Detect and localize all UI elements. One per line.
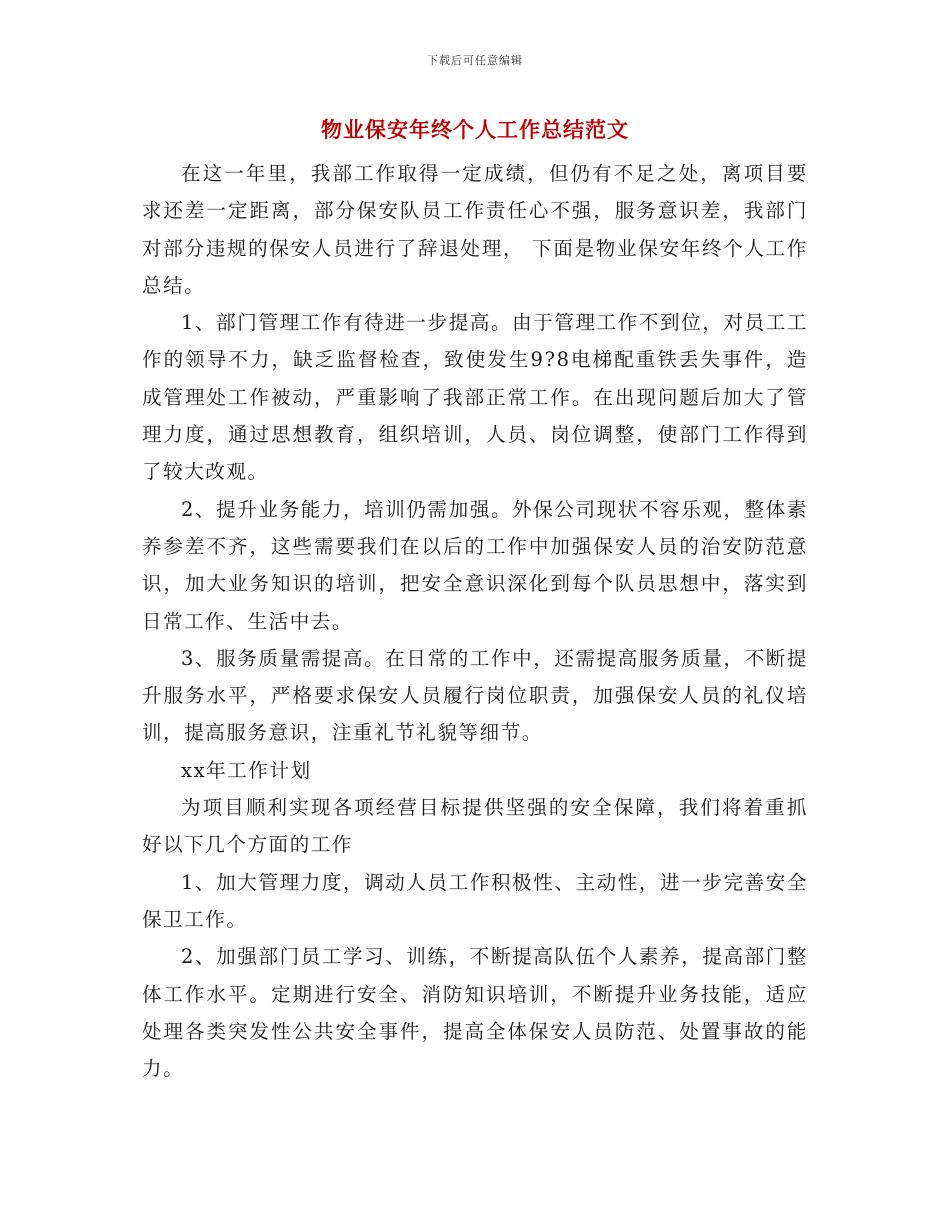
- point-2-paragraph: 2、提升业务能力，培训仍需加强。外保公司现状不容乐观，整体素养参差不齐，这些需要我们在以后的工作中加强保安人员的治安防范意识，加大业务知识的培训，把安全意识深化到每个队员思想中，落实到日常工作、生活中去。: [142, 497, 808, 633]
- plan-heading: xx年工作计划: [181, 758, 312, 782]
- intro-paragraph: 在这一年里，我部工作取得一定成绩，但仍有不足之处，离项目要求还差一定距离，部分保安队员工作责任心不强，服务意识差，我部门对部分违规的保安人员进行了辞退处理， 下面是物业保安年终个人工作总结。: [142, 162, 808, 297]
- document-title: 物业保安年终个人工作总结范文: [321, 117, 629, 142]
- point-3-paragraph: 3、服务质量需提高。在日常的工作中，还需提高服务质量，不断提升服务水平，严格要求保安人员履行岗位职责，加强保安人员的礼仪培训，提高服务意识，注重礼节礼貌等细节。: [142, 646, 808, 745]
- plan-item-2-paragraph: 2、加强部门员工学习、训练，不断提高队伍个人素养，提高部门整体工作水平。定期进行安全、消防知识培训，不断提升业务技能，适应处理各类突发性公共安全事件，提高全体保安人员防范、处置事故的能力。: [142, 945, 808, 1081]
- header-note: 下载后可任意编辑: [427, 54, 523, 67]
- plan-item-1-paragraph: 1、加大管理力度，调动人员工作积极性、主动性，进一步完善安全保卫工作。: [142, 870, 808, 931]
- plan-intro-paragraph: 为项目顺利实现各项经营目标提供坚强的安全保障，我们将着重抓好以下几个方面的工作: [142, 796, 808, 857]
- document-body: [142, 155, 808, 1087]
- point-1-paragraph: 1、部门管理工作有待进一步提高。由于管理工作不到位，对员工工作的领导不力，缺乏监督检查，致使发生9?8电梯配重铁丢失事件，造成管理处工作被动，严重影响了我部正常工作。在出现问题后加大了管理力度，通过思想教育，组织培训，人员、岗位调整，使部门工作得到了较大改观。: [142, 311, 808, 484]
